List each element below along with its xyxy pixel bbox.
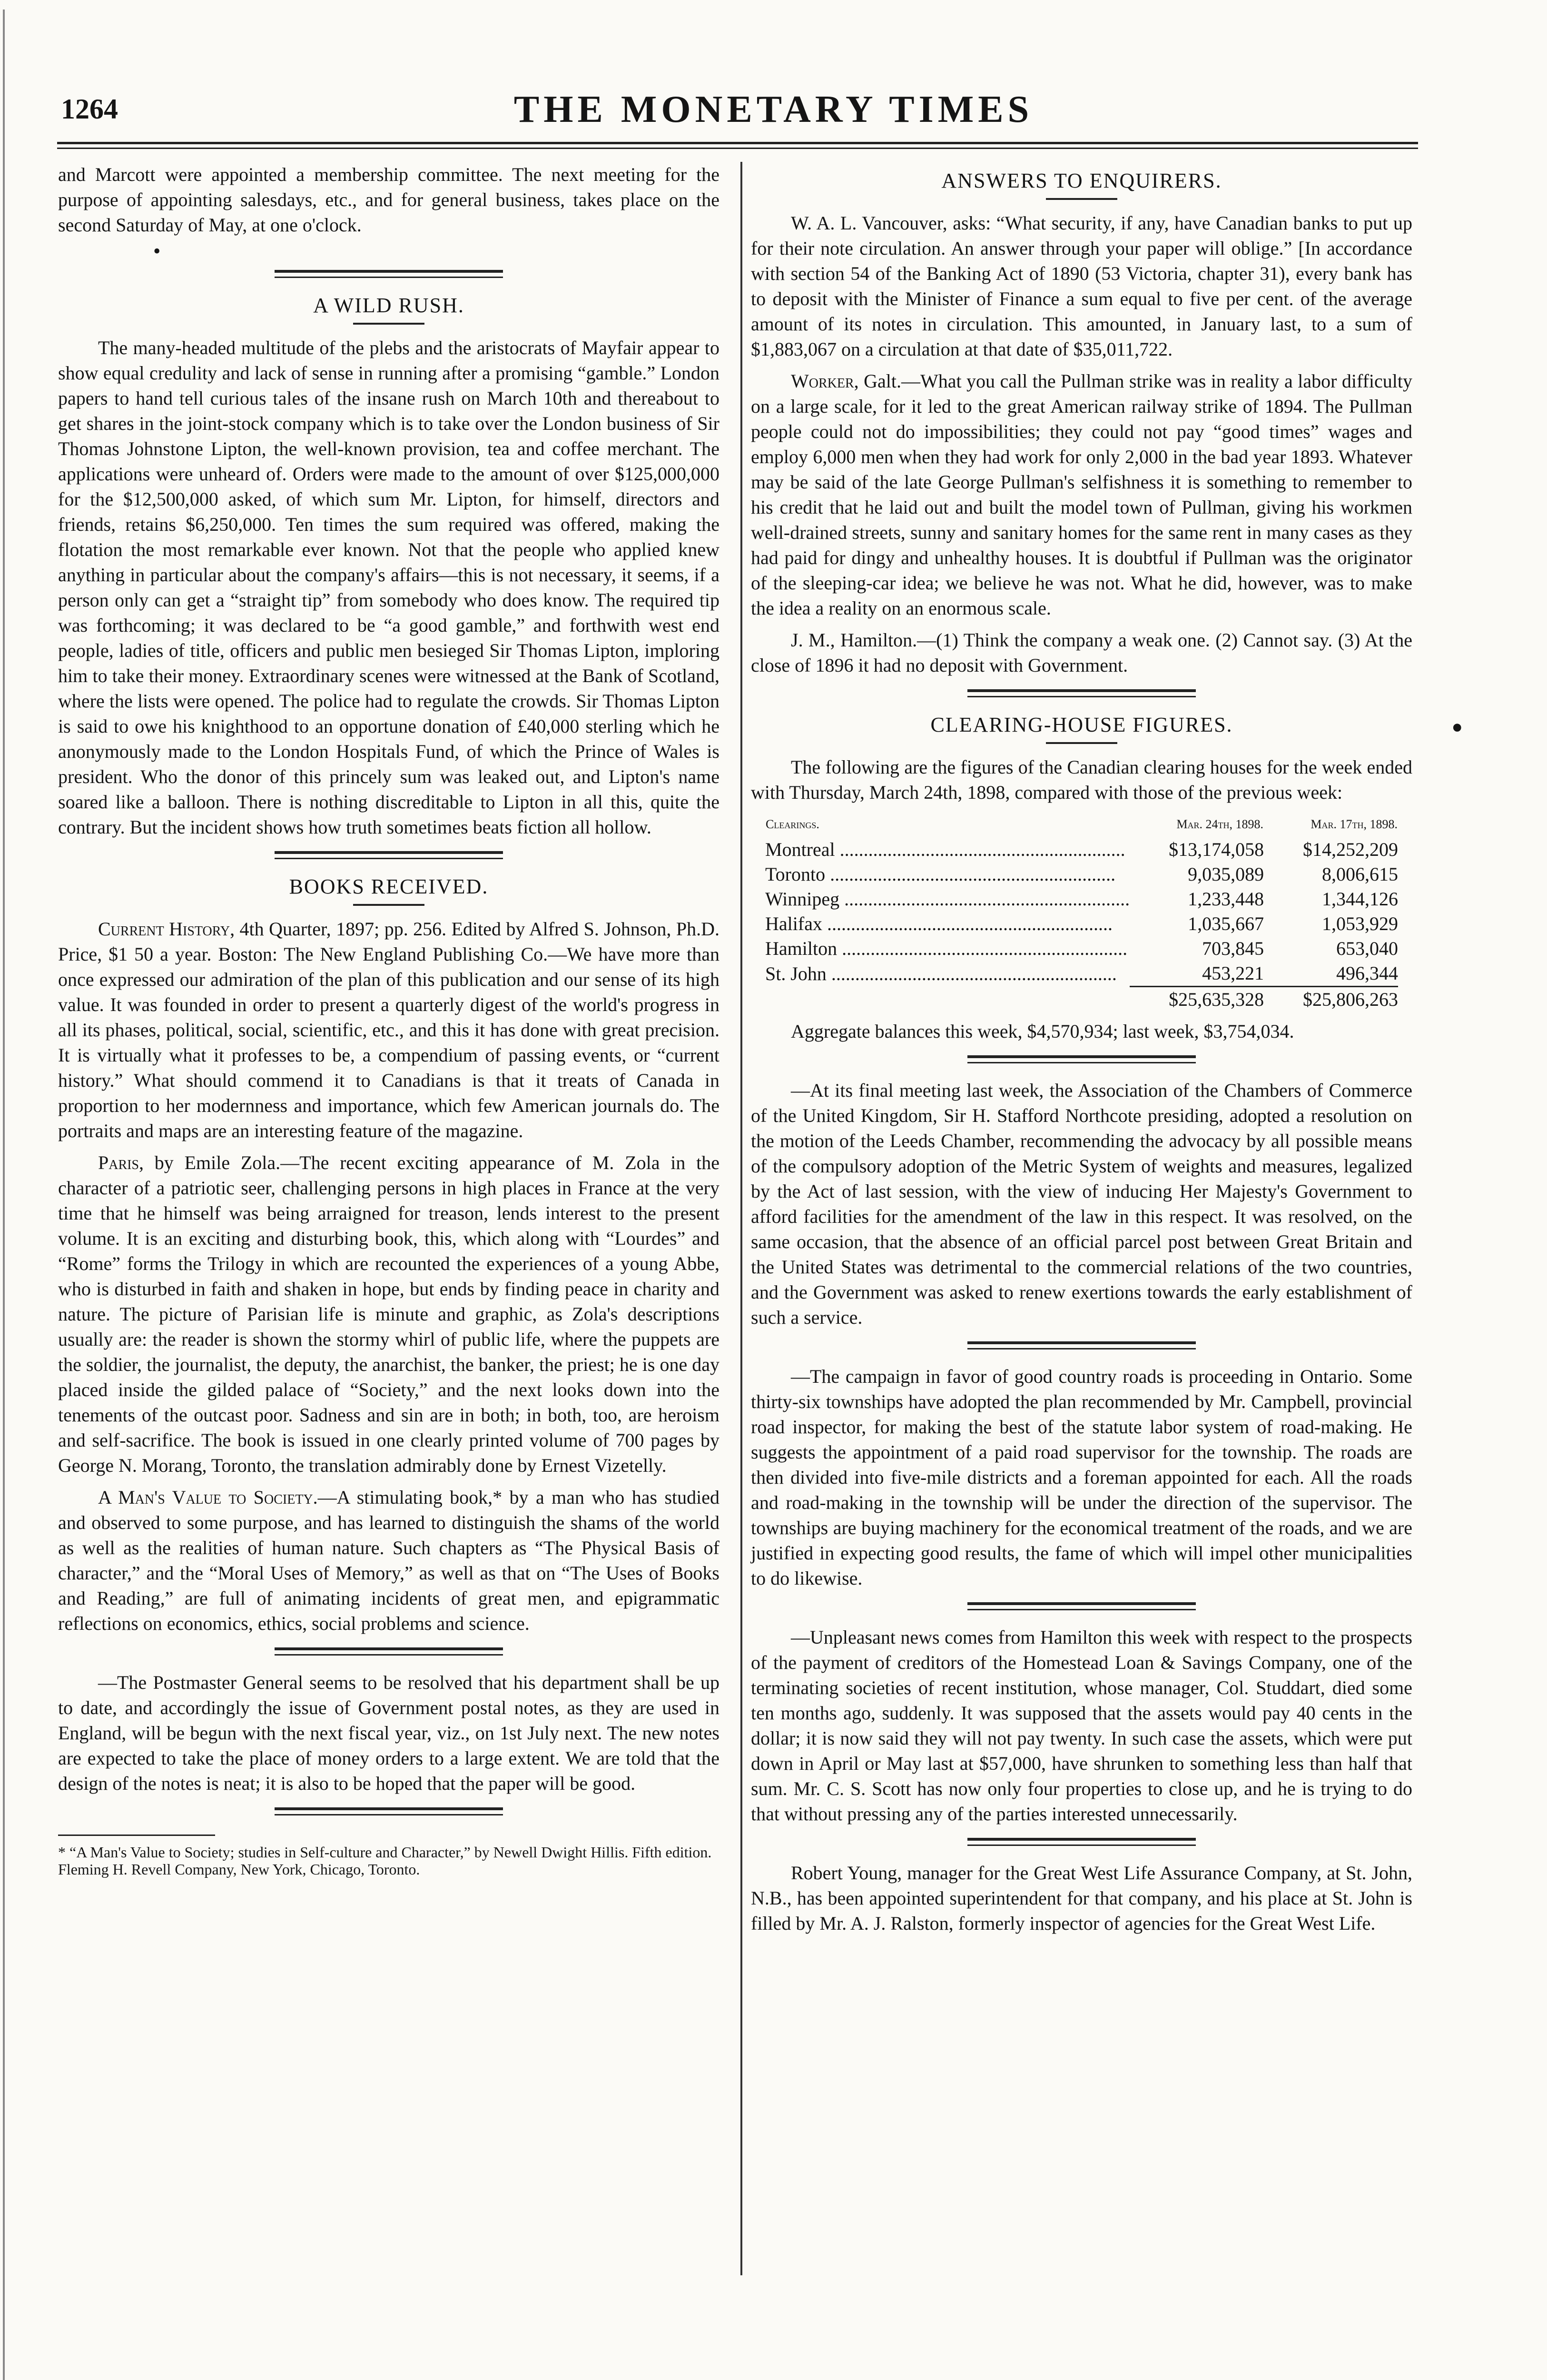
young-paragraph: Robert Young, manager for the Great West Life Assurance Company, at St. John, N.B., has been appointed superintendent for that company, and his place at St. John is filled by Mr. A. J. Ralston, formerly inspector of agencies for the Great West Life. (751, 1862, 1412, 1934)
answers-heading: ANSWERS TO ENQUIRERS. (941, 169, 1222, 192)
review-lead: Paris, (98, 1152, 144, 1173)
city-name: Winnipeg ............................................................ (765, 888, 1130, 910)
city-name: St. John ............................................................ (765, 962, 1117, 984)
city-name: Halifax ............................................................ (765, 913, 1113, 934)
section-divider (967, 1055, 1196, 1063)
date-column-header: Mar. 24th, 1898. (1176, 817, 1264, 831)
clearing-row (765, 936, 1398, 961)
city-name: Hamilton ............................................................ (765, 938, 1128, 959)
answer-galt (751, 368, 1412, 621)
last-week-value: 8,006,615 (1322, 863, 1398, 885)
heading-underline (353, 904, 424, 906)
answer-vancouver: W. A. L. Vancouver, asks: “What security, if any, have Canadian banks to put up for their note circulation. An answer through your paper will oblige.” [In accordance with section 54 of the Banking Act of 1890 (53 Victoria, chapter 31), every bank has to deposit with the Minister of Finance a sum equal to five per cent. of the average amount of its notes in circulation. This amounted, in January last, to a sum of $1,883,067 on a circulation at that date of $35,011,722. (751, 212, 1412, 360)
this-week-value: 453,221 (1202, 962, 1264, 984)
chambers-paragraph: —At its final meeting last week, the Association of the Chambers of Commerce of the United Kingdom, Sir H. Stafford Northcote presiding, adopted a resolution on the motion of the Leeds Chamber, recommending the advocacy by all possible means of the compulsory adoption of the Metric System of weights and measures, legalized by the Act of last session, with the view of inducing Her Majesty's Government to afford facilities for the amendment of the law in this respect. It was resolved, on the same occasion, that the absence of an official parcel post between Great Britain and the United States was detrimental to the commercial relations of the two countries, and the Government was asked to renew exertions towards the early establishment of such a service. (751, 1080, 1412, 1328)
hamilton-paragraph: —Unpleasant news comes from Hamilton this week with respect to the prospects of the payment of creditors of the Homestead Loan & Savings Company, one of the terminating societies of recent institution, whose manager, Col. Studdart, died some ten months ago, suddenly. It was supposed that the assets would pay 40 cents in the dollar; it is now said they will not pay twenty. In such case the assets, which were put down in April or May last at $57,000, have shrunken to something less than half that sum. Mr. C. S. Scott has now only four properties to close up, and he is trying to do that without pressing any of the parties interested unnecessarily. (751, 1626, 1412, 1825)
section-divider (275, 851, 503, 859)
header-rule-top (57, 142, 1418, 144)
aggregate-balances: Aggregate balances this week, $4,570,934; last week, $3,754,034. (791, 1021, 1294, 1042)
review-text: —A stimulating book,* by a man who has studied and observed to some purpose, and has learned to distinguish the shams of the world as well as the realities of human nature. Such chapters as “The Physical Basis of character,” and the “Moral Uses of Memory,” as well as that on “The Uses of Books and Reading,” are full of animating incidents of great men, and epigrammatic reflections on economics, ethics, social problems and science. (58, 1487, 719, 1634)
heading-underline (353, 323, 424, 325)
answer-text: Galt.—What you call the Pullman strike was in reality a labor difficulty on a large scale, for it led to the great American railway strike of 1894. The Pullman people could not do impossibilities; they could not pay “good times” wages and employ 6,000 men when they had work for only 2,000 in the bad year 1893. Whatever may be said of the late George Pullman's selfishness it is something to remember to his credit that he laid out and built the model town of Pullman, giving his workmen well-drained streets, sunny and sanitary homes for the same rent in many cases as they had paid for dingy and unhealthy houses. It is doubtful if Pullman was the originator of the sleeping-car idea; we believe he was not. What he did, however, was to make the idea a reality on an enormous scale. (751, 370, 1412, 619)
last-week-value: 496,344 (1336, 962, 1398, 984)
books-heading: BOOKS RECEIVED. (289, 875, 489, 898)
answer-hamilton: J. M., Hamilton.—(1) Think the company a weak one. (2) Cannot say. (3) At the close of 1896 it had no deposit with Government. (751, 629, 1412, 676)
last-week-value: 1,344,126 (1322, 888, 1398, 910)
this-week-value: 1,035,667 (1188, 913, 1264, 934)
review-lead: Current History, (98, 918, 235, 940)
totals-row (765, 987, 1398, 1012)
section-divider (967, 1341, 1196, 1349)
stray-dot: • (1451, 710, 1463, 746)
review-mans-value (58, 1485, 719, 1636)
review-text: 4th Quarter, 1897; pp. 256. Edited by Alfred S. Johnson, Ph.D. Price, $1 50 a year. Boston: The New England Publishing Co.—We have more than once expressed our admiration of the plan of this publication and our sense of its high value. It was founded in order to present a quarterly digest of the world's progress in all its phases, political, social, scientific, etc., and this it has done with great precision. It is virtually what it professes to be, a compendium of passing events, or “current history.” What should commend it to Canadians is that it treats of Canada in proportion to her modernness and importance, which few American journals do. The portraits and maps are an interesting feature of the magazine. (58, 918, 719, 1141)
review-text: by Emile Zola.—The recent exciting appearance of M. Zola in the character of a patriotic seer, challenging persons in high places in France at the very time that he himself was being arraigned for treason, lends interest to the present volume. It is an exciting and disturbing book, this, which along with “Lourdes” and “Rome” forms the Trilogy in which are recounted the experiences of a young Abbe, who is disturbed in faith and shaken in hope, but ends by finding peace in charity and nature. The picture of Parisian life is minute and graphic, as Zola's descriptions usually are: the reader is shown the stormy whirl of public life, where the puppets are the soldier, the journalist, the deputy, the anarchist, the banker, the priest; he is one day placed inside the gilded palace of “Society,” and the next looks down into the tenements of the outcast poor. Sadness and sin are in both; in both, too, are heroism and self-sacrifice. The book is issued in one clearly printed volume of 700 pages by George N. Morang, Toronto, the translation admirably done by Ernest Vizetelly. (58, 1152, 719, 1476)
last-week-value: 653,040 (1336, 938, 1398, 959)
section-divider (967, 1602, 1196, 1610)
section-divider (967, 1838, 1196, 1846)
total-last-week: $25,806,263 (1264, 987, 1398, 1012)
review-lead: A Man's Value to Society. (98, 1487, 318, 1508)
city-name: Toronto ............................................................ (765, 863, 1116, 885)
this-week-value: 1,233,448 (1188, 888, 1264, 910)
clearing-row (765, 837, 1398, 862)
section-divider (967, 689, 1196, 697)
this-week-value: 703,845 (1202, 938, 1264, 959)
right-column (751, 162, 1412, 1943)
wild-rush-body: The many-headed multitude of the plebs and the aristocrats of Mayfair appear to show equal credulity and lack of sense in running after a promising “gamble.” London papers to hand tell curious tales of the insane rush on March 10th and thereabout to get shares in the joint-stock company which is to take over the London business of Sir Thomas Johnstone Lipton, the well-known provision, tea and coffee merchant. The applications were unheard of. Orders were made to the amount of over $125,000,000 for the $12,500,000 asked, of which sum Mr. Lipton, for himself, directors and friends, retains $6,250,000. Ten times the sum required was offered, making the flotation the most remarkable ever known. Not that the people who applied knew anything in particular about the company's affairs—this is not necessary, it seems, if a person only can get a “straight tip” from somebody who does know. The required tip was forthcoming; it was declared to be “a good gamble,” and forthwith west end people, ladies of title, officers and public men besieged Sir Thomas Lipton, imploring him to take their money. Extraordinary scenes were witnessed at the Bank of Scotland, where the lists were opened. The police had to regulate the crowds. Sir Thomas Lipton is said to owe his knighthood to an opportune donation of £40,000 sterling which he anonymously made to the London Hospitals Fund, of which the Prince of Wales is president. Who the donor of this princely sum was leaked out, and Lipton's name soared like a balloon. There is nothing discreditable to Lipton in all this, quite the contrary. But the incident shows how truth sometimes beats fiction all hollow. (58, 337, 719, 838)
review-paris (58, 1150, 719, 1478)
heading-underline (1046, 198, 1117, 200)
date-column-header: Mar. 17th, 1898. (1311, 817, 1398, 831)
answer-lead: Worker, (791, 370, 859, 392)
review-current-history (58, 916, 719, 1143)
wild-rush-heading: A WILD RUSH. (313, 294, 464, 317)
postmaster-paragraph: —The Postmaster General seems to be resolved that his department shall be up to date, and accordingly the issue of Government postal notes, as they are used in England, will be begun with the next fiscal year, viz., on 1st July next. The new notes are expected to take the place of money orders to a large extent. We are told that the design of the notes is neat; it is also to be hoped that the paper will be good. (58, 1672, 719, 1794)
last-week-value: $14,252,209 (1303, 839, 1398, 860)
footnote: * “A Man's Value to Society; studies in Self-culture and Character,” by Newell Dwight Hillis. Fifth edition. Fleming H. Revell Company, New York, Chicago, Toronto. (58, 1844, 712, 1878)
roads-paragraph: —The campaign in favor of good country roads is proceeding in Ontario. Some thirty-six townships have adopted the plan recommended by Mr. Campbell, provincial road inspector, for making the best of the statute labor system of road-making. He suggests the appointment of a paid road supervisor for the township. The roads are then divided into five-mile districts and a foreman appointed for each. All the roads and road-making in the township will be under the direction of the supervisor. The townships are buying machinery for the economical treatment of the roads, and we are justified in expecting good results, the fame of which will impel other municipalities to do likewise. (751, 1366, 1412, 1589)
page-number: 1264 (61, 93, 118, 125)
total-this-week: $25,635,328 (1130, 987, 1264, 1012)
footnote-rule (58, 1835, 215, 1836)
column-divider (740, 162, 742, 2275)
clearing-row (765, 961, 1398, 987)
heading-underline (1046, 742, 1117, 744)
city-name: Montreal ............................................................ (765, 839, 1125, 860)
header-rule-bottom (57, 148, 1418, 149)
clearing-rows (765, 837, 1398, 987)
masthead-title: THE MONETARY TIMES (513, 89, 1034, 130)
clearing-row (765, 862, 1398, 887)
clearing-heading: CLEARING-HOUSE FIGURES. (930, 713, 1233, 736)
clearing-intro: The following are the figures of the Canadian clearing houses for the week ended with Thursday, March 24th, 1898, compared with those of the previous week: (751, 756, 1412, 803)
intro-paragraph: and Marcott were appointed a membership committee. The next meeting for the purpose of appointing salesdays, etc., and for general business, takes place on the second Saturday of May, at one o'clock. (58, 164, 719, 236)
clearing-row (765, 887, 1398, 912)
clearing-table (765, 812, 1398, 1012)
section-divider (275, 270, 503, 278)
section-divider (275, 1807, 503, 1815)
section-divider (275, 1647, 503, 1656)
clearings-column-header: Clearings. (766, 817, 819, 831)
clearing-row (765, 912, 1398, 936)
stray-dot: • (153, 239, 161, 263)
left-column (58, 162, 719, 1884)
last-week-value: 1,053,929 (1322, 913, 1398, 934)
binding-edge (3, 10, 5, 2380)
this-week-value: $13,174,058 (1169, 839, 1264, 860)
this-week-value: 9,035,089 (1188, 863, 1264, 885)
